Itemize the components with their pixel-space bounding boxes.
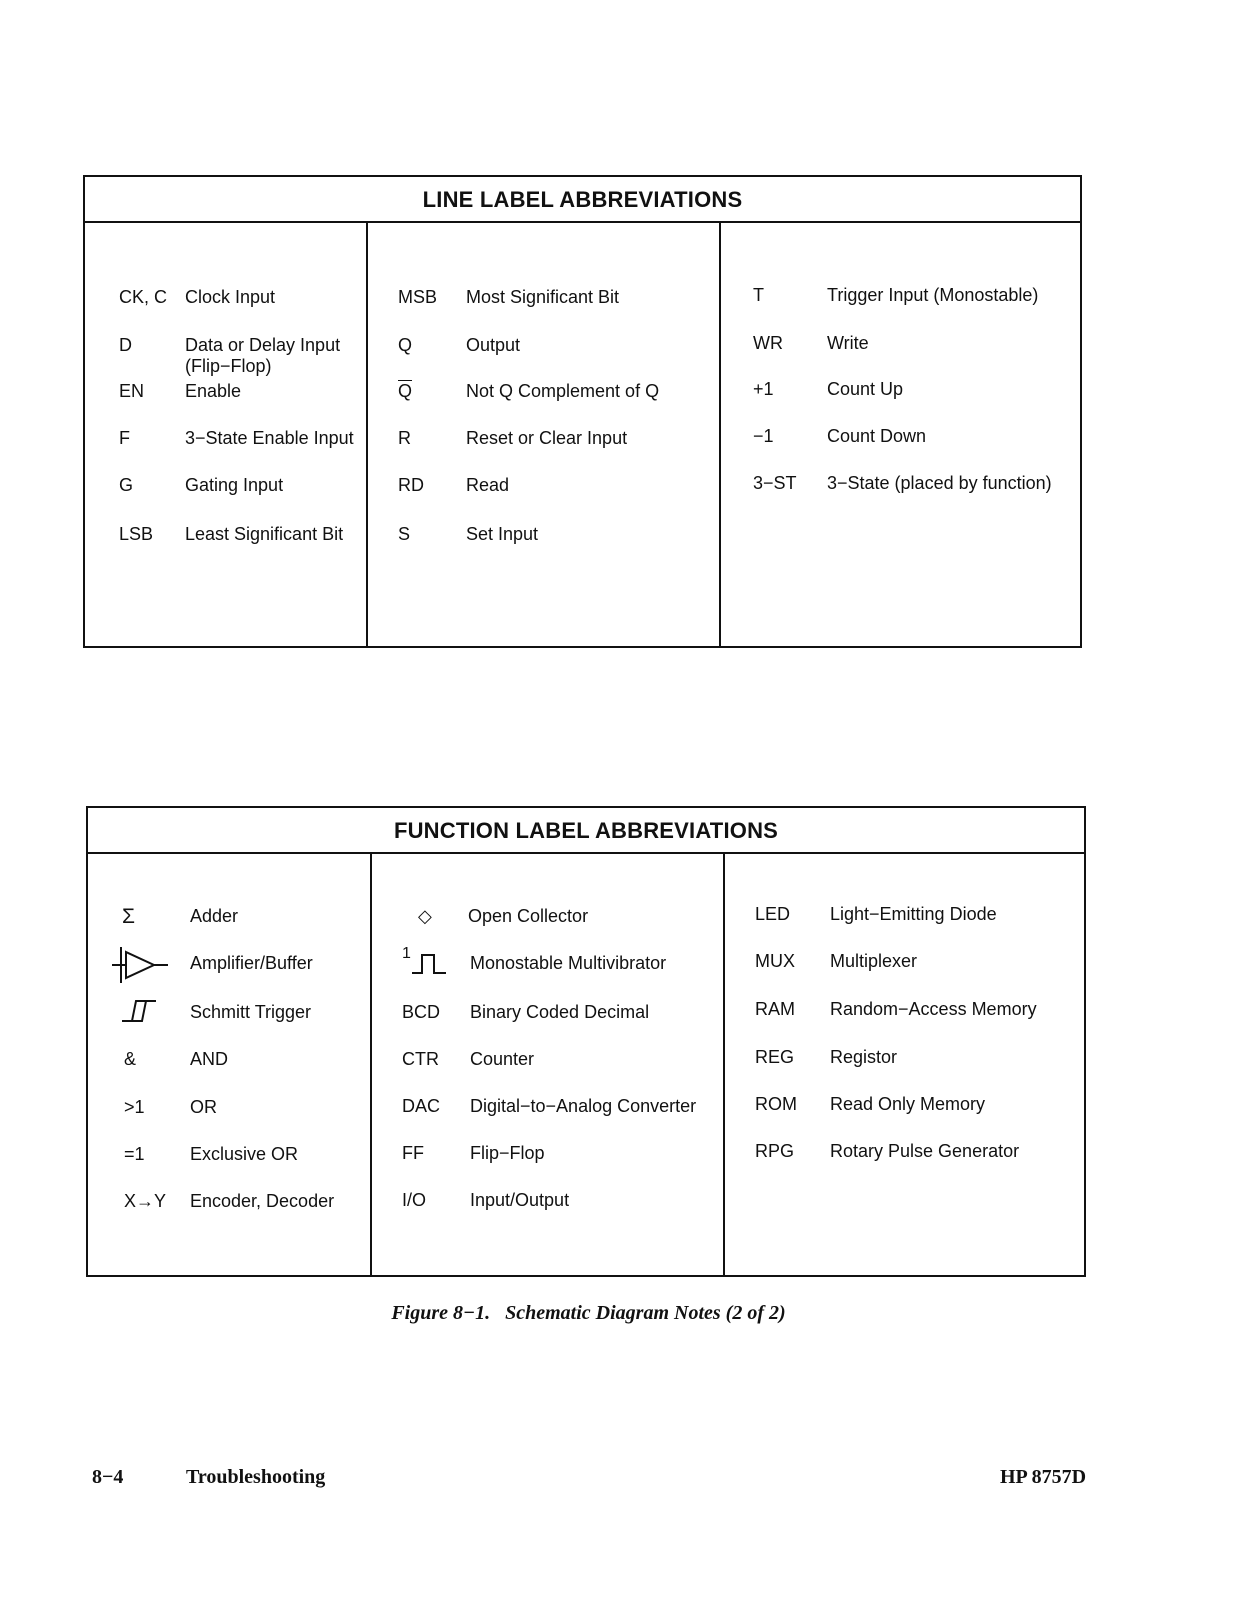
abbreviation: LED <box>755 904 791 924</box>
description: Encoder, Decoder <box>190 1191 335 1211</box>
function-label-column-3 <box>723 854 1084 1275</box>
description: Read <box>466 475 510 495</box>
line-label-column-1 <box>85 223 366 646</box>
description: Flip−Flop <box>470 1143 545 1163</box>
line-label-column-3 <box>719 223 1080 646</box>
description: Open Collector <box>468 906 589 926</box>
amplifier-buffer-icon <box>112 947 172 983</box>
description: Trigger Input (Monostable) <box>827 285 1039 305</box>
abbreviation: >1 <box>124 1097 145 1117</box>
description: Count Up <box>827 379 904 399</box>
description: Read Only Memory <box>830 1094 986 1114</box>
line-label-table <box>83 175 1082 648</box>
abbreviation: MSB <box>398 287 438 307</box>
abbreviation: LSB <box>119 524 154 544</box>
description: 3−State Enable Input <box>185 428 354 448</box>
abbreviation: RAM <box>755 999 795 1019</box>
abbreviation: REG <box>755 1047 795 1067</box>
abbreviation: EN <box>119 381 145 401</box>
abbreviation: MUX <box>755 951 795 971</box>
description: Registor <box>830 1047 898 1067</box>
abbreviation: T <box>753 285 764 305</box>
product-name: HP 8757D <box>1000 1466 1087 1488</box>
abbreviation: ROM <box>755 1094 797 1114</box>
description: Output <box>466 335 521 355</box>
abbreviation: Q <box>398 335 413 355</box>
function-label-table <box>86 806 1086 1277</box>
description: OR <box>190 1097 217 1117</box>
description: Counter <box>470 1049 535 1069</box>
abbreviation: F <box>119 428 130 448</box>
abbreviation: CK, C <box>119 287 168 307</box>
abbreviation: DAC <box>402 1096 441 1116</box>
abbreviation: BCD <box>402 1002 441 1022</box>
description: Clock Input <box>185 287 276 307</box>
description: Random−Access Memory <box>830 999 1037 1019</box>
description: Digital−to−Analog Converter <box>470 1096 697 1116</box>
sigma-icon: Σ <box>122 905 135 928</box>
function-label-table-title: FUNCTION LABEL ABBREVIATIONS <box>88 808 1084 854</box>
description: Least Significant Bit <box>185 524 344 544</box>
section-title: Troubleshooting <box>186 1466 326 1488</box>
description: Count Down <box>827 426 927 446</box>
abbreviation: D <box>119 335 132 355</box>
abbreviation: I/O <box>402 1190 427 1210</box>
description: Exclusive OR <box>190 1144 299 1164</box>
description: Data or Delay Input (Flip−Flop) <box>185 335 341 376</box>
abbreviation: R <box>398 428 411 448</box>
description: Input/Output <box>470 1190 570 1210</box>
description: Set Input <box>466 524 539 544</box>
abbreviation: & <box>124 1049 137 1069</box>
description: Most Significant Bit <box>466 287 620 307</box>
description: Schmitt Trigger <box>190 1002 312 1022</box>
monostable-pulse-icon <box>410 951 450 977</box>
description: AND <box>190 1049 229 1069</box>
description: Adder <box>190 906 239 926</box>
description: Binary Coded Decimal <box>470 1002 650 1022</box>
function-label-column-2 <box>370 854 723 1275</box>
description: Light−Emitting Diode <box>830 904 997 924</box>
abbreviation: X→Y <box>124 1191 167 1211</box>
abbreviation: RPG <box>755 1141 795 1161</box>
description: 3−State (placed by function) <box>827 473 1052 493</box>
description: Enable <box>185 381 242 401</box>
abbreviation: FF <box>402 1143 424 1163</box>
open-collector-icon: ◇ <box>418 906 432 926</box>
line-label-column-2 <box>366 223 719 646</box>
figure-caption: Figure 8−1. Schematic Diagram Notes (2 of 2) <box>391 1302 786 1324</box>
description: Write <box>827 333 869 353</box>
abbreviation: S <box>398 524 411 544</box>
abbreviation: =1 <box>124 1144 145 1164</box>
function-label-column-1 <box>88 854 370 1275</box>
abbreviation: −1 <box>753 426 774 446</box>
abbreviation: G <box>119 475 134 495</box>
description: Multiplexer <box>830 951 918 971</box>
abbreviation: RD <box>398 475 424 495</box>
description: Reset or Clear Input <box>466 428 628 448</box>
abbreviation: CTR <box>402 1049 439 1069</box>
schmitt-trigger-icon <box>120 996 160 1026</box>
line-label-table-title: LINE LABEL ABBREVIATIONS <box>85 177 1080 223</box>
q-bar-abbreviation: $\overline{Q}$ <box>398 381 413 401</box>
abbreviation: WR <box>753 333 783 353</box>
description: Monostable Multivibrator <box>470 953 667 973</box>
description: Gating Input <box>185 475 284 495</box>
page-number: 8−4 <box>92 1466 124 1488</box>
description: Not Q Complement of Q <box>466 381 660 401</box>
description: Amplifier/Buffer <box>190 953 313 973</box>
description: Rotary Pulse Generator <box>830 1141 1020 1161</box>
monostable-label: 1 <box>402 945 411 962</box>
abbreviation: +1 <box>753 379 774 399</box>
abbreviation: 3−ST <box>753 473 797 493</box>
